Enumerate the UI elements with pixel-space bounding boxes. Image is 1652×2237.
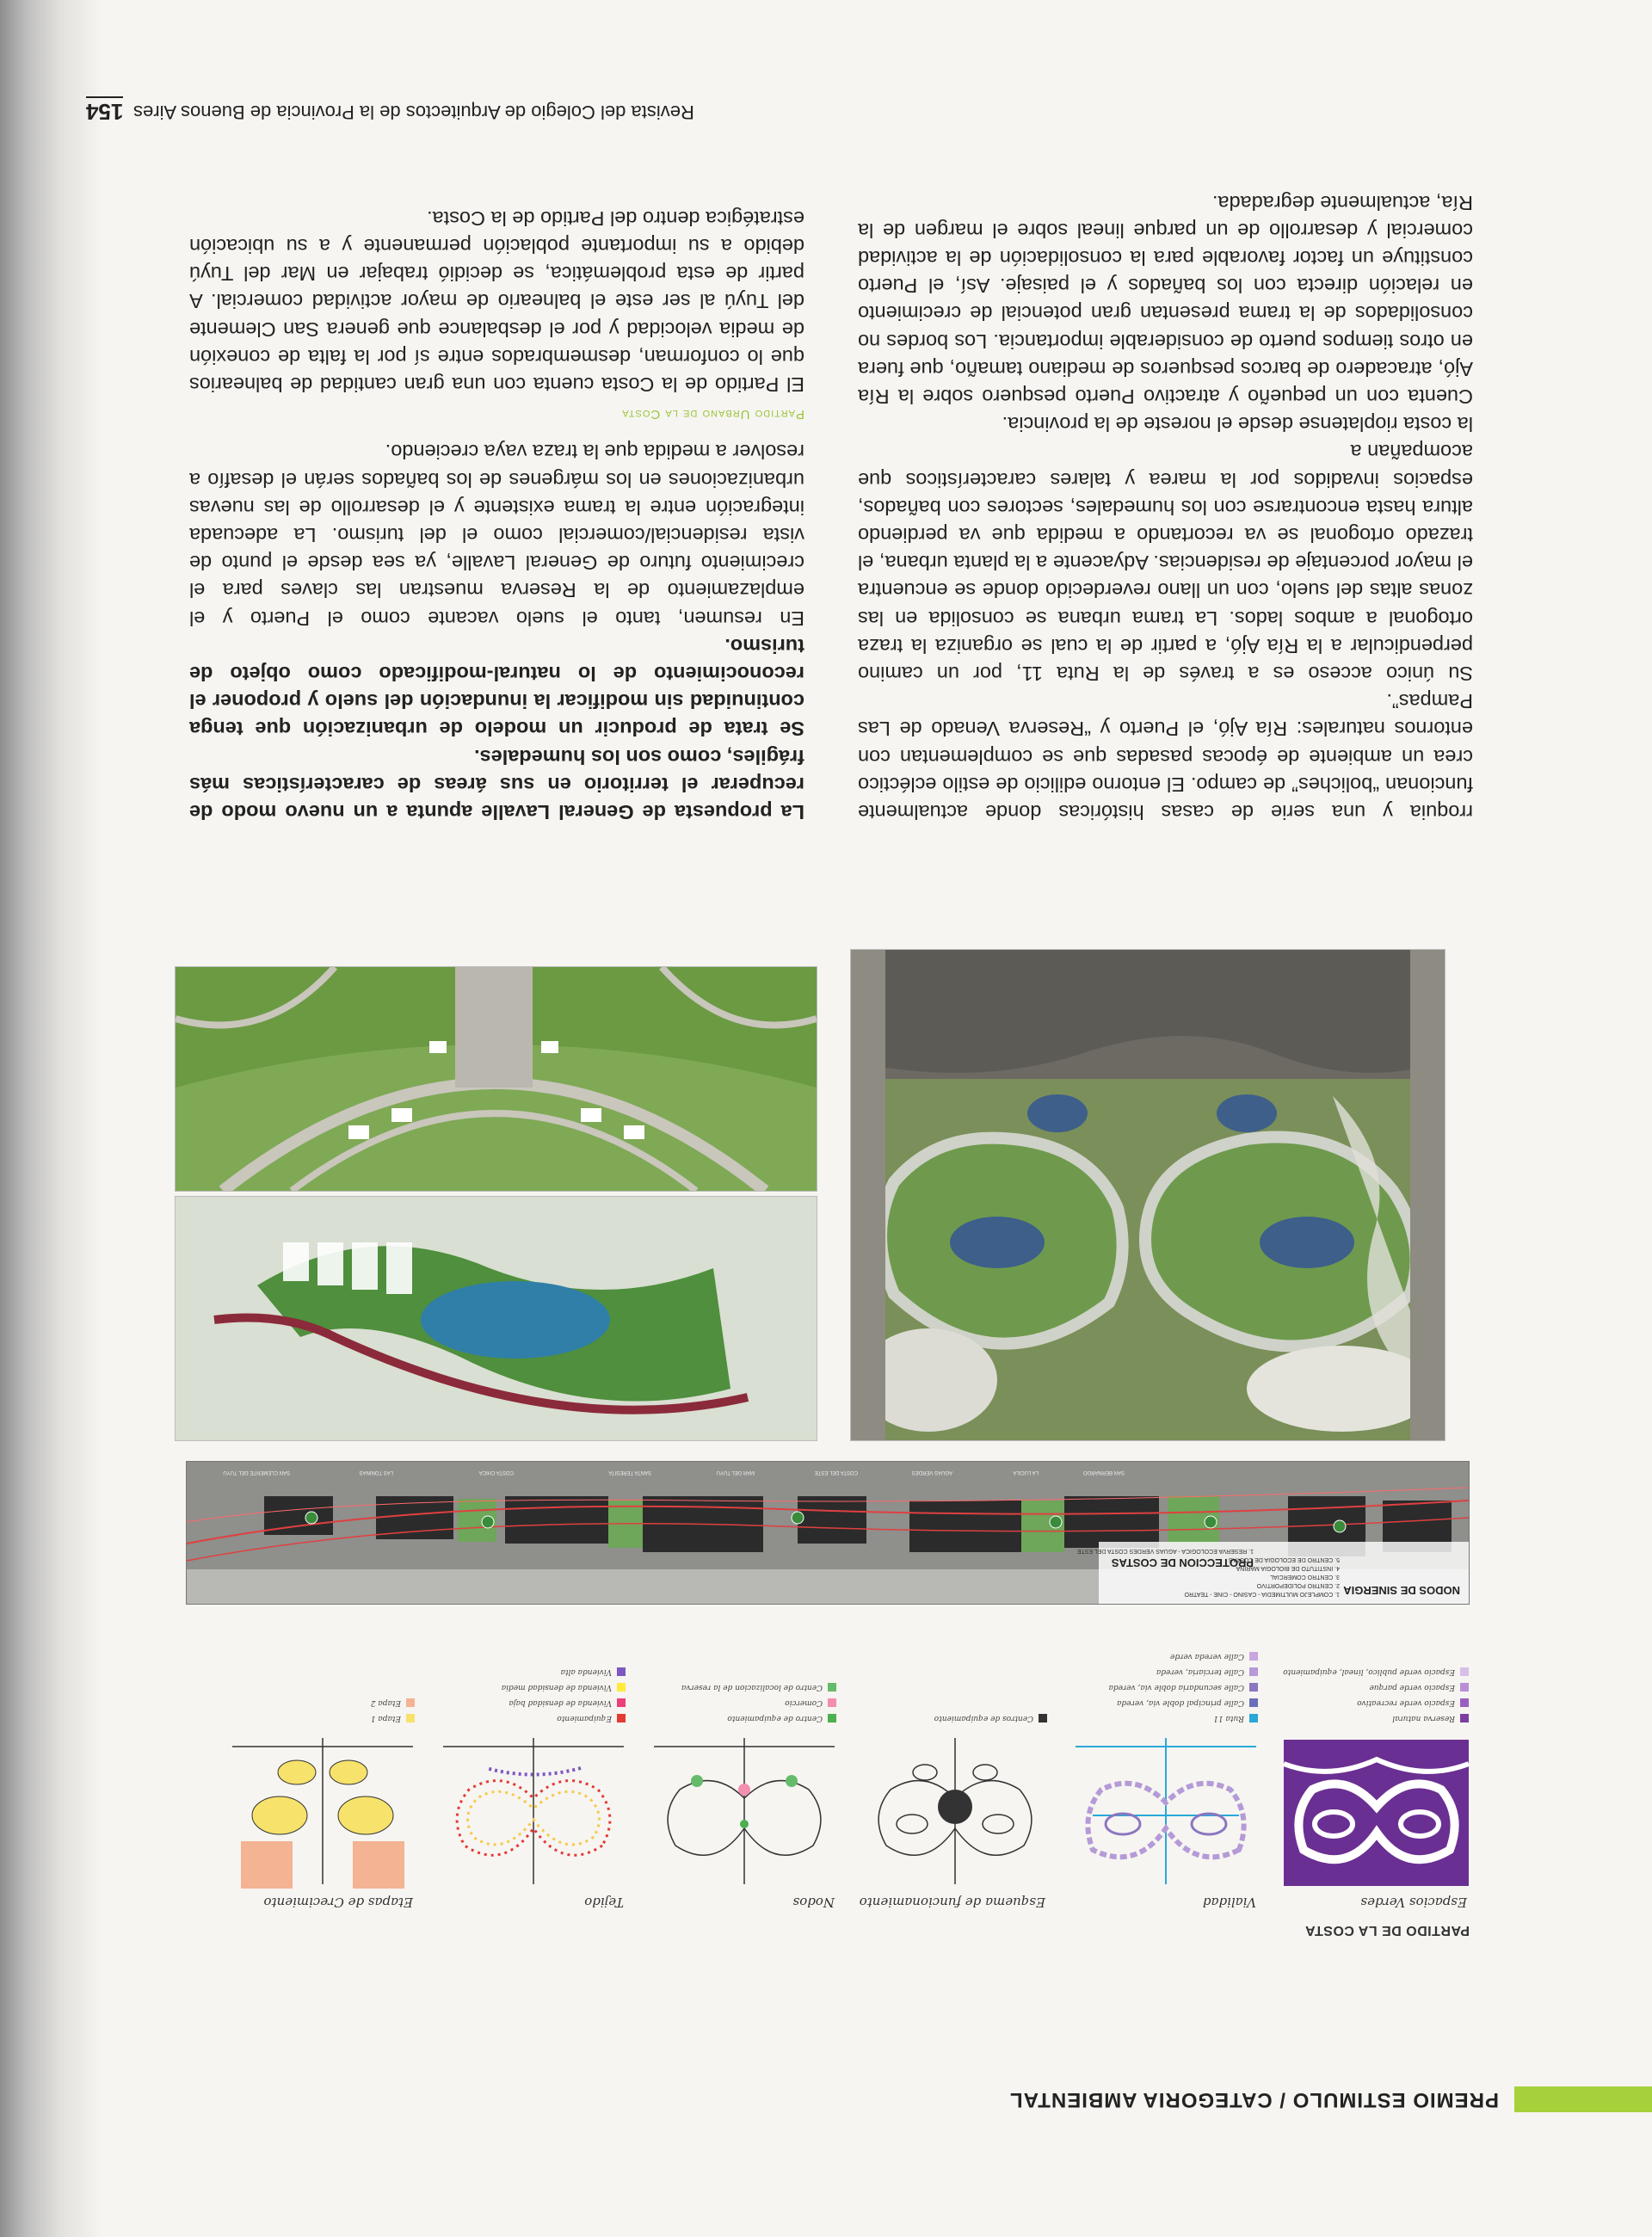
paragraph-left-4: Cuenta con un pequeño y atractivo Puerto pesquero sobre la Ría Ajó, atracadero de barcos pesqueros de mediano tamaño, que fuera en otros tiempos puerto de considerable importancia. Los bordes no consolidados de la trama presentan gran potencial de crecimiento en relación directa con los bañados y el paisaje. Así, el Puerto constituye un factor favorable para la consolidación de la actividad comercial y desarrollo de un parque lineal sobre el margen de la Ría, actualmente degradada. (858, 191, 1473, 408)
nodes-item: 3. CENTRO COMERCIAL (1270, 1574, 1340, 1580)
legend-text: Equipamiento (557, 1714, 612, 1722)
header-title: PREMIO ESTIMULO / CATEGORIA AMBIENTAL (1009, 2088, 1499, 2111)
diagram-tejido (435, 1635, 632, 1910)
legend-text: Vivienda alta (560, 1667, 612, 1676)
master-plan-figure (851, 950, 1445, 1440)
paragraph-left-2: Su único acceso es a través de la Ruta 11, por un camino perpendicular a la Ría Ajó, a partir de la cual se organiza la traza ortogonal a ambos lados. La trama urbana se consolida en las zonas altas del suelo, con un llano reverdecido donde se encuentra el mayor porcentaje de residencias. Adyacente a la planta urbana, el trazado ortogonal se va recortando a medida que va perdiendo altura hasta encontrarse con los humedales, sectores con bañados, espacios invadidos por la marea y talares característicos que acompañan a (858, 441, 1473, 685)
diagram-legend (225, 1694, 415, 1725)
legend-swatch (1460, 1714, 1469, 1722)
tejido-figure (435, 1729, 632, 1910)
lead-paragraph-1: La propuesta de General Lavalle apunta a un nuevo modo de recuperar el territorio en sus áreas de características más frágiles, como son los humedales. (189, 745, 804, 823)
legend-row (647, 1711, 836, 1725)
legend-text: Ruta 11 (1213, 1714, 1244, 1722)
legend-text: Reserva natural (1392, 1714, 1455, 1722)
lead-paragraph-2: Se trata de producir un modelo de urbanización que tenga continuidad sin modificar la inundación del suelo y proponer el reconocimiento de lo natural-modificado como objeto de turismo. (189, 634, 804, 741)
legend-text: Vivienda de densidad media (501, 1683, 612, 1692)
legend-swatch (617, 1667, 626, 1676)
diagram-nodos (645, 1635, 843, 1910)
legend-row (436, 1665, 626, 1679)
legend-swatch (406, 1714, 415, 1722)
legend-text: Calle terciaria, vereda (1156, 1667, 1244, 1676)
legend-row (1069, 1696, 1258, 1710)
legend-row (858, 1711, 1047, 1725)
legend-swatch (1460, 1683, 1469, 1692)
legend-text: Comercio (785, 1698, 823, 1707)
legend-swatch (617, 1683, 626, 1692)
paragraph-left-3: la costa rioplatense desde el noreste de la provincia. (1002, 413, 1473, 436)
espacios-verdes-figure (1278, 1729, 1476, 1910)
legend-text: Etapa 2 (370, 1698, 401, 1707)
town-label: AGUAS VERDES (911, 1470, 952, 1475)
master-plan-aerial (850, 949, 1446, 1441)
strip-legend-panel (1076, 1542, 1469, 1604)
paragraph-right-1: En resumen, tanto el suelo vacante como el Puerto y el emplazamiento de la Reserva muestran las claves para el crecimiento futuro de General Lavalle, ya sea desde el punto de vista residencial/comercial como el del turismo. La adecuada integración entre la trama existente y el desarrollo de las nuevas urbanizaciones en los márgenes de los bañados serán el desafío a resolver a medida que la traza vaya creciendo. (189, 441, 804, 630)
legend-swatch (1039, 1714, 1047, 1722)
legend-row (1279, 1680, 1469, 1694)
subsection-heading: Partido Urbano de la Costa (621, 407, 804, 422)
protection-item: 1. RESERVA ECOLOGICA - AGUAS VERDES COSTA DEL ESTE (1076, 1548, 1254, 1554)
legend-swatch (1249, 1652, 1258, 1661)
town-label: SAN CLEMENTE DEL TUYU (223, 1470, 290, 1475)
legend-swatch (1460, 1667, 1469, 1676)
legend-row (647, 1696, 836, 1710)
diagram-legend (436, 1663, 626, 1725)
nodes-item: 4. INSTITUTO DE BIOLOGIA MARINA (1236, 1565, 1340, 1571)
legend-text: Centro de equipamiento (727, 1714, 823, 1722)
legend-row (225, 1711, 415, 1725)
nodes-item: 2. CENTRO POLIDEPORTIVO (1256, 1582, 1340, 1588)
diagram-title: Nodos (792, 1895, 835, 1910)
legend-text: Vivienda de densidad baja (509, 1698, 612, 1707)
legend-row (436, 1680, 626, 1694)
legend-row (1279, 1696, 1469, 1710)
diagram-title: Etapas de Crecimiento (263, 1895, 413, 1910)
legend-row (225, 1696, 415, 1710)
legend-swatch (1249, 1698, 1258, 1707)
diagram-etapas (224, 1635, 422, 1910)
legend-text: Centros de equipamiento (934, 1714, 1033, 1722)
diagram-row (185, 1626, 1476, 1910)
diagram-vialidad (1067, 1635, 1265, 1910)
legend-row (1279, 1711, 1469, 1725)
header-accent-bar (1514, 2086, 1652, 2112)
legend-text: Centro de localizacion de la reserva (681, 1683, 823, 1692)
publication-name: Revista del Colegio de Arquitectos de la Provincia de Buenos Aires (133, 102, 694, 123)
legend-row (436, 1696, 626, 1710)
diagram-title: Espacios Verdes (1360, 1895, 1467, 1910)
legend-swatch (1249, 1667, 1258, 1676)
legend-row (647, 1680, 836, 1694)
legend-swatch (1460, 1698, 1469, 1707)
lagoon-render (175, 1196, 817, 1441)
section-label: PARTIDO DE LA COSTA (1304, 1923, 1470, 1938)
nodes-item: 5. CENTRO DE ECOLOGIA DE COSTAS (1228, 1556, 1340, 1562)
legend-text: Espacio verde recreativo (1357, 1698, 1455, 1707)
text-column-right (189, 205, 804, 826)
diagram-title: Tejido (584, 1895, 624, 1910)
legend-swatch (406, 1698, 415, 1707)
nodos-figure (645, 1729, 843, 1910)
diagram-espacios-verdes (1278, 1635, 1476, 1910)
legend-text: Calle vereda verde (1169, 1652, 1244, 1661)
diagram-title: Vialidad (1202, 1895, 1256, 1910)
legend-text: Calle principal doble via, vereda (1117, 1698, 1244, 1707)
legend-row (1279, 1665, 1469, 1679)
lagoon-render-figure (176, 1197, 817, 1440)
legend-swatch (1249, 1714, 1258, 1722)
legend-swatch (828, 1698, 836, 1707)
town-label: LA LUCILA (1013, 1470, 1039, 1475)
legend-row (1069, 1649, 1258, 1663)
neighbourhood-render-figure (176, 967, 817, 1191)
diagram-legend (1279, 1663, 1469, 1725)
legend-text: Calle secundaria doble via, vereda (1108, 1683, 1244, 1692)
legend-swatch (828, 1683, 836, 1692)
legend-swatch (1249, 1683, 1258, 1692)
legend-swatch (617, 1698, 626, 1707)
legend-swatch (828, 1714, 836, 1722)
etapas-figure (224, 1729, 422, 1910)
town-label: MAR DEL TUYU (716, 1470, 755, 1475)
diagram-legend (647, 1679, 836, 1725)
town-label: SANTA TERESITA (608, 1470, 651, 1475)
paragraph-left-1: rroquia y una serie de casas históricas donde actualmente funcionan “boliches” de campo. El entorno edilicio de estilo ecléctico crea un ambiente de épocas pasadas que se complementan con entornos naturales: Ría Ajó, el Puerto y “Reserva Venado de Las Pampas”. (858, 690, 1473, 823)
nodes-item: 1. COMPLEJO MULTIMEDIA - CASINO - CINE - TEATRO (1184, 1591, 1340, 1597)
vialidad-figure (1067, 1729, 1265, 1910)
legend-row (436, 1711, 626, 1725)
diagram-legend (858, 1710, 1047, 1725)
neighbourhood-render (175, 966, 817, 1192)
town-label: COSTA DEL ESTE (814, 1470, 858, 1475)
legend-text: Espacio verde publico, lineal, equipamiento (1283, 1667, 1455, 1676)
town-label: SAN BERNARDO (1082, 1470, 1125, 1475)
legend-swatch (617, 1714, 626, 1722)
diagram-legend (1069, 1648, 1258, 1725)
protection-heading: PROTECCION DE COSTAS (1111, 1556, 1254, 1569)
legend-row (1069, 1711, 1258, 1725)
legend-row (1069, 1680, 1258, 1694)
coastal-strip-map (186, 1461, 1470, 1605)
paragraph-right-2: El Partido de la Costa cuenta con una gran cantidad de balnearios que lo conforman, desmembrados entre sí por la falta de conexión de media velocidad y por el desbalance que genera San Clemente del Tuyú al ser este el balneario de mayor actividad comercial. A partir de esta problemática, se decidió trabajar en Mar del Tuyú debido a su importante población permanente y a su ubicación estratégica dentro del Partido de la Costa. (189, 206, 804, 396)
legend-text: Etapa 1 (370, 1714, 401, 1722)
text-column-left (858, 188, 1473, 826)
town-label: LAS TONINAS (359, 1470, 393, 1475)
town-label: COSTA CHICA (478, 1470, 514, 1475)
funcionamiento-figure (856, 1729, 1054, 1910)
diagram-funcionamiento (856, 1635, 1054, 1910)
page-number: 154 (86, 96, 123, 125)
diagram-title: Esquema de funcionamiento (859, 1895, 1045, 1910)
nodes-heading: NODOS DE SINERGIA (1343, 1584, 1460, 1597)
legend-text: Espacio verde parque (1369, 1683, 1455, 1692)
legend-row (1069, 1665, 1258, 1679)
